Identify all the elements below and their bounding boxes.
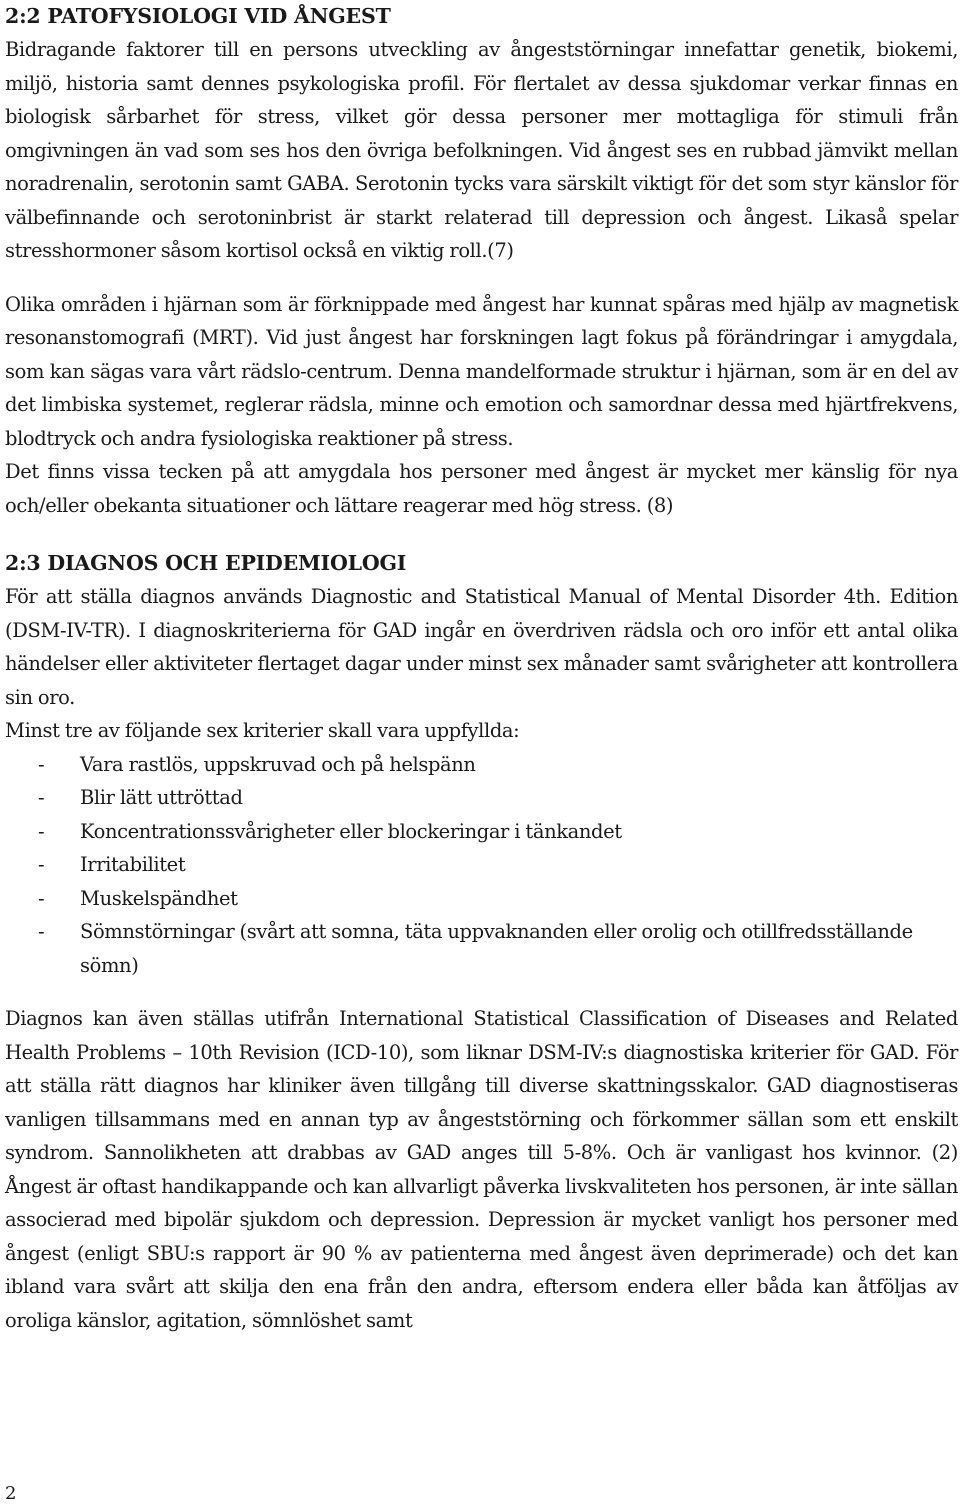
- list-item: [5, 781, 958, 815]
- list-item: [5, 915, 958, 982]
- criteria-intro: Minst tre av följande sex kriterier skall vara uppfyllda:: [5, 719, 520, 742]
- list-bullet: -: [38, 886, 45, 910]
- list-item: [5, 748, 958, 782]
- page-number: 2: [5, 1483, 17, 1504]
- list-item: [5, 815, 958, 849]
- criterion-text: Vara rastlös, uppskruvad och på helspänn: [80, 752, 476, 776]
- criterion-text: Muskelspändhet: [80, 886, 238, 910]
- list-bullet: -: [38, 786, 45, 809]
- criterion-text: Koncentrationssvårigheter eller blockeringar i tänkandet: [80, 819, 622, 843]
- criterion-text: Irritabilitet: [80, 853, 186, 876]
- list-bullet: -: [38, 752, 45, 776]
- list-item: [5, 882, 958, 916]
- paragraph-contributing-factors: Bidragande faktorer till en persons utveckling av ångeststörningar innefattar genetik, biokemi, miljö, historia samt dennes psykologiska profil. För flertalet av dessa sjukdomar verkar finnas en biologisk sårbarhet för stress, vilket gör dessa personer mer mottagliga för stimuli från omgivningen än vad som ses hos den övriga befolkningen. Vid ångest ses en rubbad jämvikt mellan noradrenalin, serotonin samt GABA. Serotonin tycks vara särskilt viktigt för det som styr känslor för välbefinnande och serotoninbrist är starkt relaterad till depression och ångest. Likaså spelar stresshormoner såsom kortisol också en viktig roll.(7): [5, 38, 958, 262]
- paragraph-icd-diagnosis: Diagnos kan även ställas utifrån International Statistical Classification of Diseases and Related Health Problems – 10th Revision (ICD-10), som liknar DSM-IV:s diagnostiska kriterier för GAD. För att ställa rätt diagnos har kliniker även tillgång till diverse skattningsskalor. GAD diagnostiseras vanligen tillsammans med en annan typ av ångeststörning och förkommer sällan som ett enskilt syndrom. Sannolikheten att drabbas av GAD anges till 5-8%. Och är vanligast hos kvinnor. (2) Ångest är oftast handikappande och kan allvarligt påverka livskvaliteten hos personen, är inte sällan associerad med bipolär sjukdom och depression. Depression är mycket vanligt hos personer med ångest (enligt SBU:s rapport är 90 % av patienterna med ångest även deprimerade) och det kan ibland vara svårt att skilja den ena från den andra, eftersom endera eller båda kan åtföljas av oroliga känslor, agitation, sömnlöshet samt: [5, 1007, 958, 1332]
- list-item: [5, 848, 958, 882]
- paragraph-amygdala-sensitivity: Det finns vissa tecken på att amygdala hos personer med ångest är mycket mer känslig för nya och/eller obekanta situationer och lättare reagerar med hög stress. (8): [5, 460, 958, 517]
- criterion-text: Blir lätt uttröttad: [80, 786, 243, 809]
- section-heading-diagnosis: 2:3 DIAGNOS OCH EPIDEMIOLOGI: [5, 551, 407, 575]
- list-bullet: -: [38, 819, 45, 843]
- section-heading-pathophysiology: 2:2 PATOFYSIOLOGI VID ÅNGEST: [5, 4, 391, 28]
- document-page: [5, 0, 958, 1337]
- list-bullet: -: [38, 920, 45, 943]
- criteria-list: [5, 748, 958, 983]
- paragraph-brain-regions: Olika områden i hjärnan som är förknippade med ångest har kunnat spåras med hjälp av magnetisk resonanstomografi (MRT). Vid just ångest har forskningen lagt fokus på förändringar i amygdala, som kan sägas vara vårt rädslo-centrum. Denna mandelformade struktur i hjärnan, som är en del av det limbiska systemet, reglerar rädsla, minne och emotion och samordnar dessa med hjärtfrekvens, blodtryck och andra fysiologiska reaktioner på stress.: [5, 292, 958, 450]
- paragraph-dsm-diagnosis: För att ställa diagnos används Diagnostic and Statistical Manual of Mental Disorder 4th. Edition (DSM-IV-TR). I diagnoskriterierna för GAD ingår en överdriven rädsla och oro inför ett antal olika händelser eller aktiviteter flertaget dagar under minst sex månader samt svårigheter att kontrollera sin oro.: [5, 585, 958, 709]
- criterion-text: Sömnstörningar (svårt att somna, täta uppvaknanden eller orolig och otillfredsställande sömn): [80, 920, 913, 977]
- list-bullet: -: [38, 853, 45, 876]
